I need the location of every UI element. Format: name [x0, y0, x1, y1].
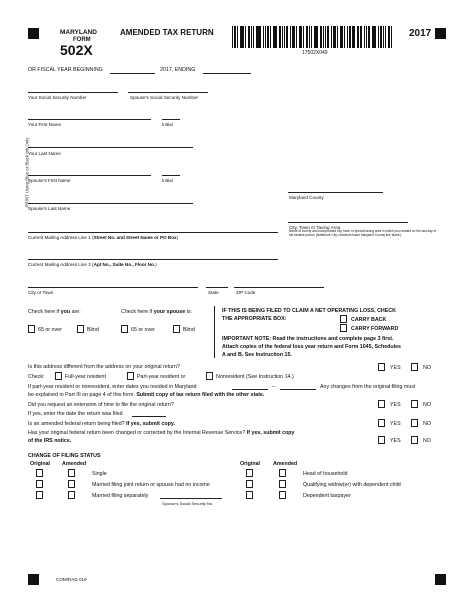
registration-mark-bottom-right [435, 574, 446, 585]
spouse-initial-field[interactable] [162, 175, 180, 176]
check-you-label: Check here if you are: [28, 309, 81, 315]
fiscal-year-ending-label: 2017, ENDING [160, 67, 196, 73]
barcode-bar [358, 26, 359, 48]
first-name-field[interactable] [28, 119, 151, 120]
fiscal-year-label: OR FISCAL YEAR BEGINNING [28, 67, 103, 73]
nol-heading: IF THIS IS BEING FILED TO CLAIM A NET OPERATING LOSS, CHECK [222, 308, 396, 314]
q5-no-label: NO [423, 421, 431, 427]
form-number: 502X [60, 42, 93, 58]
fiscal-begin-line[interactable] [110, 73, 155, 74]
registration-mark-top-right [435, 28, 446, 39]
q-extension: Did you request an extension of time to file the original return? [28, 402, 174, 408]
original-col-header-left: Original [30, 461, 51, 467]
barcode-bar [263, 26, 264, 48]
address-line2-label: Current Mailing Address Line 2 (Apt No., Suite No., Floor No.) [28, 262, 157, 267]
full-year-checkbox[interactable] [55, 372, 62, 380]
state-field[interactable] [206, 287, 228, 288]
q3-no-checkbox[interactable] [411, 400, 418, 408]
spouse-ssn-field[interactable] [128, 92, 208, 93]
spouse-ssn-separate-label: Spouse's Social Security No. [162, 501, 214, 506]
last-name-field[interactable] [28, 147, 193, 148]
registration-mark-bottom-left [28, 574, 39, 585]
nonresident-checkbox[interactable] [206, 372, 213, 380]
q3-yes-checkbox[interactable] [378, 400, 385, 408]
amended-col-header-left: Amended [62, 461, 87, 467]
barcode-bar [373, 26, 376, 48]
q5-yes-label: YES [390, 421, 401, 427]
barcode-bar [314, 26, 317, 48]
spouse-last-name-field[interactable] [28, 203, 193, 204]
q-irs-notice: of the IRS notice. [28, 438, 72, 444]
filing-status-heading: CHANGE OF FILING STATUS [28, 453, 101, 459]
zip-label: ZIP Code [236, 290, 256, 295]
address-line2-field[interactable] [28, 259, 278, 260]
q1-no-label: NO [423, 365, 431, 371]
barcode-bar [337, 26, 338, 48]
status-widow: Qualifying widow(er) with dependent child [303, 482, 401, 488]
spouse-blind-checkbox[interactable] [173, 325, 180, 333]
barcode-bar [352, 26, 355, 48]
first-name-label: Your First Name [28, 122, 62, 127]
address-line1-field[interactable] [28, 232, 278, 233]
county-label: Maryland County [289, 195, 324, 200]
nol-heading-2: THE APPROPRIATE BOX: [222, 316, 287, 322]
widow-original-checkbox[interactable] [246, 480, 253, 488]
q-date-filed: If yes, enter the date the return was filed [28, 411, 123, 417]
q-irs-changed: Has your original federal return been changed or corrected by the Internal Revenue Service? If yes, submit copy [28, 430, 295, 436]
barcode [232, 26, 397, 48]
single-amended-checkbox[interactable] [68, 469, 75, 477]
taxing-area-label: City, Town or Taxing Area [289, 225, 341, 230]
barcode-text: 17502X049 [302, 50, 328, 56]
status-head-of-household: Head of household [303, 471, 348, 477]
barcode-bar [383, 26, 384, 48]
barcode-bar [385, 26, 386, 48]
barcode-bar [341, 26, 343, 48]
zip-field[interactable] [234, 287, 324, 288]
joint-original-checkbox[interactable] [36, 480, 43, 488]
barcode-bar [303, 26, 304, 48]
widow-amended-checkbox[interactable] [279, 480, 286, 488]
barcode-bar [245, 26, 246, 48]
registration-mark-top-left [28, 28, 39, 39]
barcode-bar [251, 26, 252, 48]
spouse-65-checkbox[interactable] [121, 325, 128, 333]
barcode-bar [234, 26, 236, 48]
header-form-label: FORM [73, 37, 91, 43]
barcode-bar [333, 26, 336, 48]
barcode-bar [366, 26, 367, 48]
hoh-original-checkbox[interactable] [246, 469, 253, 477]
separate-amended-checkbox[interactable] [68, 491, 75, 499]
status-separate: Married filing separately [92, 493, 149, 499]
q-residence-dates: If part-year resident or nonresident, enter dates you resided in Maryland [28, 384, 197, 390]
form-title: AMENDED TAX RETURN [120, 28, 214, 37]
original-col-header-right: Original [240, 461, 261, 467]
you-blind-label: Blind [87, 327, 99, 333]
barcode-bar [241, 26, 244, 48]
spouse-last-name-label: Spouse's Last Name [28, 206, 71, 211]
q-residency-check-label: Check: [28, 374, 45, 380]
resided-to-field[interactable] [280, 389, 316, 390]
part-year-checkbox[interactable] [127, 372, 134, 380]
barcode-bar [284, 26, 285, 48]
q-address-different: Is this address different from the address on your original return? [28, 364, 180, 370]
address-line1-label: Current Mailing Address Line 1 (Street No. and Street Name or PO Box) [28, 235, 179, 240]
q6-yes-checkbox[interactable] [378, 436, 385, 444]
resided-from-field[interactable] [232, 389, 268, 390]
q-residence-explain: be explained in Part III on page 4 of this form. Submit copy of tax return filed with the other state. [28, 392, 265, 398]
q1-yes-label: YES [390, 365, 401, 371]
nonresident-label: Nonresident (See Instruction 14.) [216, 374, 294, 380]
check-spouse-label: Check here if your spouse is: [121, 309, 192, 315]
initial-field[interactable] [162, 119, 180, 120]
q-residence-changes: Any changes from the original filing must [320, 384, 416, 390]
resided-dash: – [272, 384, 275, 390]
q6-no-checkbox[interactable] [411, 436, 418, 444]
barcode-bar [391, 26, 392, 48]
joint-amended-checkbox[interactable] [68, 480, 75, 488]
status-single: Single [92, 471, 107, 477]
barcode-bar [325, 26, 326, 48]
dependent-original-checkbox[interactable] [246, 491, 253, 499]
carry-back-label: CARRY BACK [351, 317, 387, 323]
spouse-blind-label: Blind [183, 327, 195, 333]
q5-yes-checkbox[interactable] [378, 419, 385, 427]
city-field[interactable] [28, 287, 198, 288]
barcode-bar [274, 26, 277, 48]
q6-no-label: NO [423, 438, 431, 444]
barcode-bar [258, 26, 261, 48]
last-name-label: Your Last Name [28, 151, 61, 156]
section-divider [214, 306, 215, 358]
carry-forward-checkbox[interactable] [340, 324, 347, 332]
barcode-bar [378, 26, 379, 48]
state-label: State [208, 290, 219, 295]
fiscal-end-line[interactable] [203, 73, 251, 74]
city-label: City or Town [28, 290, 54, 295]
spouse-ssn-label: Spouse's Social Security Number [130, 95, 199, 100]
q3-no-label: NO [423, 402, 431, 408]
barcode-bar [344, 26, 345, 48]
barcode-bar [286, 26, 288, 48]
q-amended-federal: Is an amended federal return being filed? If yes, submit copy. [28, 421, 175, 427]
single-original-checkbox[interactable] [36, 469, 43, 477]
barcode-bar [317, 26, 318, 48]
hoh-amended-checkbox[interactable] [279, 469, 286, 477]
carry-back-checkbox[interactable] [340, 315, 347, 323]
initial-label: Initial [162, 122, 173, 127]
dependent-amended-checkbox[interactable] [279, 491, 286, 499]
form-footer-code: COM/RAD 019 [56, 577, 87, 582]
tax-year: 2017 [409, 28, 432, 39]
you-blind-checkbox[interactable] [77, 325, 84, 333]
barcode-bar [300, 26, 302, 48]
county-field[interactable] [288, 192, 383, 193]
you-65-label: 65 or over [38, 327, 62, 333]
spouse-65-label: 65 or over [131, 327, 155, 333]
barcode-bar [292, 26, 295, 48]
barcode-bar [296, 26, 297, 48]
spouse-first-name-label: Spouse's First Name [28, 178, 71, 183]
nol-note-3: A and B. See Instruction 15. [222, 352, 292, 358]
separate-original-checkbox[interactable] [36, 491, 43, 499]
nol-note-2: Attach copies of the federal loss year return and Form 1045, Schedules [222, 344, 401, 350]
q3-yes-label: YES [390, 402, 401, 408]
q1-no-checkbox[interactable] [411, 363, 418, 371]
barcode-bar [368, 26, 370, 48]
header-state: MARYLAND [60, 29, 97, 36]
spouse-ssn-separate-field[interactable] [160, 498, 222, 499]
barcode-bar [309, 26, 310, 48]
barcode-bar [311, 26, 312, 48]
spouse-initial-label: Initial [162, 178, 173, 183]
amended-col-header-right: Amended [273, 461, 298, 467]
q5-no-checkbox[interactable] [411, 419, 418, 427]
barcode-bar [270, 26, 271, 48]
status-dependent: Dependent taxpayer [303, 493, 351, 499]
barcode-bar [327, 26, 329, 48]
barcode-bar [237, 26, 238, 48]
q6-yes-label: YES [390, 438, 401, 444]
ssn-label: Your Social Security Number [28, 95, 87, 100]
nol-note-1: IMPORTANT NOTE: Read the instructions and complete page 3 first. [222, 336, 394, 342]
taxing-area-note: Name of county and incorporated city, town or special taxing area in which you resided on the last day of the taxable period. (Baltimore City, residents leave Maryland County line blank.) [289, 229, 437, 237]
barcode-bar [349, 26, 351, 48]
barcode-bar [253, 26, 254, 48]
barcode-bar [320, 26, 322, 48]
ssn-field[interactable] [28, 92, 118, 93]
spouse-first-name-field[interactable] [28, 175, 151, 176]
status-joint: Married filing joint return or spouse had no income [92, 482, 210, 488]
carry-forward-label: CARRY FORWARD [351, 326, 399, 332]
barcode-bar [360, 26, 362, 48]
you-65-checkbox[interactable] [28, 325, 35, 333]
ink-instruction: PRINT Using Blue or Black Ink Only [24, 137, 30, 208]
taxing-area-field[interactable] [288, 222, 408, 223]
barcode-bar [267, 26, 269, 48]
barcode-bar [279, 26, 281, 48]
part-year-label: Part-year resident or [137, 374, 186, 380]
date-filed-field[interactable] [132, 416, 166, 417]
q1-yes-checkbox[interactable] [378, 363, 385, 371]
full-year-label: Full-year resident [65, 374, 106, 380]
